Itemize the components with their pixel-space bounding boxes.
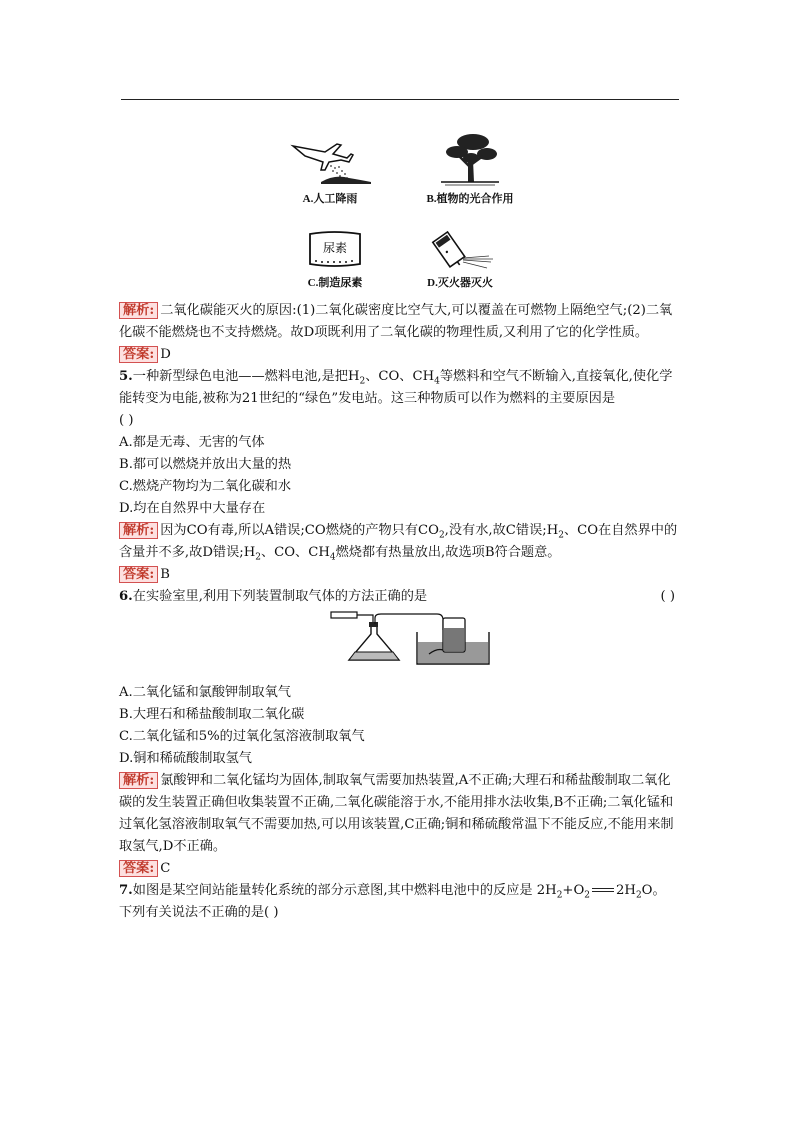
q6-stem: 6.在实验室里,利用下列装置制取气体的方法正确的是 ( ): [119, 589, 675, 604]
q5-option-b: B.都可以燃烧并放出大量的热: [119, 457, 292, 472]
header-rule: [121, 99, 679, 100]
figure-a-caption: A.人工降雨: [302, 193, 358, 205]
q5-option-a: A.都是无毒、无害的气体: [119, 435, 265, 450]
q5-analysis: 解析: 因为CO有毒,所以A错误;CO燃烧的产物只有$CO_2$,没有水,故C错误$;H_2$、CO在自然界中的含量并不多,故D错误$;H_2$、CO、$CH_4$燃烧都有热量放出,故选项B符合题意。: [119, 523, 678, 563]
analysis-tag: 解析:: [119, 302, 158, 319]
q5-option-c: C.燃烧产物均为二氧化碳和水: [119, 479, 292, 494]
q5-stem: 5.一种新型绿色电池——燃料电池,是把$H_2$、CO、$CH_4$等燃料和空气不断输入,直接氧化,使化学能转变为电能,被称为21世纪的“绿色”发电站。这三种物质可以作为燃料的主要原因是 ( ): [119, 369, 673, 428]
figure-a: [280, 132, 380, 206]
figure-c: [290, 228, 380, 290]
q7-stem: 7.如图是某空间站能量转化系统的部分示意图,其中燃料电池中的反应是 $2H_2+O_2$ $2H_2O$。 下列有关说法不正确的是( ): [119, 880, 681, 924]
analysis-tag: 解析:: [119, 772, 158, 789]
extinguisher-icon: [425, 226, 495, 272]
q6-apparatus: [329, 610, 681, 674]
answer-tag: 答案:: [119, 860, 158, 877]
q6-option-c: C.二氧化锰和5%的过氧化氢溶液制取氧气: [119, 729, 365, 744]
q5-answer: 答案: B: [119, 564, 681, 586]
q6-answer: 答案: C: [119, 858, 681, 880]
urea-bag-icon: [304, 228, 366, 272]
answer-tag: 答案:: [119, 566, 158, 583]
airplane-icon: [285, 132, 375, 188]
q6-analysis: 解析: 氯酸钾和二氧化锰均为固体,制取氧气需要加热装置,A不正确;大理石和稀盐酸制取二氧化碳的发生装置正确但收集装置不正确,二氧化碳能溶于水,不能用排水法收集,B不正确;二氧化锰和过氧化氢溶液制取氧气不需要加热,可以用该装置,C正确;铜和稀硫酸常温下不能反应,不能用来制取氢气,D不正确。: [119, 773, 674, 854]
figure-b-caption: B.植物的光合作用: [426, 193, 514, 205]
answer-tag: 答案:: [119, 346, 158, 363]
tree-icon: [435, 130, 505, 188]
question-content: [119, 300, 681, 924]
equals-sign: [590, 880, 616, 902]
urea-bag-label: 尿素: [322, 241, 348, 255]
figure-b: [410, 130, 530, 206]
analysis-tag: 解析:: [119, 522, 158, 539]
q4-answer: 答案: D: [119, 344, 681, 366]
q6-option-d: D.铜和稀硫酸制取氢气: [119, 751, 252, 766]
q6-option-a: A.二氧化锰和氯酸钾制取氧气: [119, 685, 291, 700]
figure-d: [410, 226, 510, 290]
figure-c-caption: C.制造尿素: [307, 277, 363, 289]
q4-analysis: 解析: 二氧化碳能灭火的原因:(1)二氧化碳密度比空气大,可以覆盖在可燃物上隔绝空气;(2)二氧化碳不能燃烧也不支持燃烧。故D项既利用了二氧化碳的物理性质,又利用了它的化学性质。: [119, 303, 673, 340]
q5-option-d: D.均在自然界中大量存在: [119, 501, 266, 516]
gas-apparatus-icon: [329, 610, 499, 666]
q6-option-b: B.大理石和稀盐酸制取二氧化碳: [119, 707, 305, 722]
figure-d-caption: D.灭火器灭火: [427, 277, 493, 289]
